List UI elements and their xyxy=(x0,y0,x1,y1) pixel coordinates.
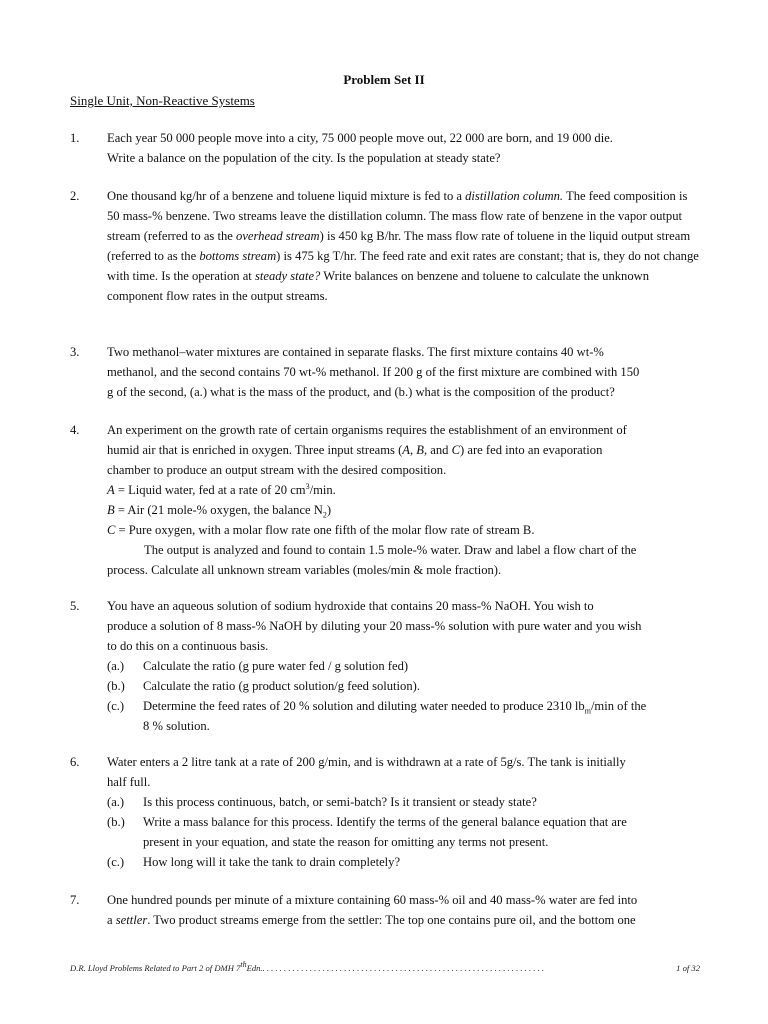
variable-a: A xyxy=(402,443,410,457)
term-italic: overhead stream xyxy=(236,229,320,243)
text-segment: = Liquid water, fed at a rate of 20 cm xyxy=(114,483,306,497)
problem-text-line: Water enters a 2 litre tank at a rate of 200 g/min, and is withdrawn at a rate of 5g/s. The tank is initially xyxy=(107,755,626,769)
stream-b-definition xyxy=(107,500,700,520)
problem-number: 6. xyxy=(70,755,80,769)
sub-question-b xyxy=(107,812,700,852)
variable-a: A xyxy=(107,483,115,497)
problem-3 xyxy=(70,342,700,402)
problem-4 xyxy=(70,420,700,580)
problem-text-line: Each year 50 000 people move into a city, 75 000 people move out, 22 000 are born, and 19 000 die. xyxy=(107,131,613,145)
problem-text-line xyxy=(107,910,700,930)
text-segment: D.R. Lloyd Problems Related to Part 2 of DMH 7 xyxy=(70,963,241,973)
section-heading: Single Unit, Non-Reactive Systems xyxy=(70,93,255,108)
problem-number: 3. xyxy=(70,345,80,359)
problem-number: 4. xyxy=(70,423,80,437)
sub-question-text: 8 % solution. xyxy=(143,719,210,733)
sub-question-label: (b.) xyxy=(107,679,125,693)
page-number: 1 of 32 xyxy=(676,963,700,973)
subscript: 2 xyxy=(322,510,327,520)
footer-source xyxy=(70,962,544,974)
problem-1 xyxy=(70,128,700,168)
text-segment: ) are fed into an evaporation xyxy=(460,443,603,457)
sub-question-text: Is this process continuous, batch, or semi-batch? Is it transient or steady state? xyxy=(143,795,537,809)
variable-c: C xyxy=(451,443,461,457)
problem-text xyxy=(107,186,700,306)
sub-question-text: Calculate the ratio (g product solution/g feed solution). xyxy=(143,679,420,693)
page-title: Problem Set II xyxy=(343,72,425,87)
problem-text-line: Two methanol–water mixtures are contained in separate flasks. The first mixture contains 40 wt-% xyxy=(107,345,604,359)
problem-number: 7. xyxy=(70,893,80,907)
stream-c-definition xyxy=(107,520,700,540)
text-segment: /min of the xyxy=(590,699,647,713)
text-segment: Write balances on benzene and toluene to calculate the unknown component flow rates in the output streams. xyxy=(107,269,650,303)
text-segment: The feed composition is 50 mass-% benzene. Two streams leave the distillation column. The mass flow rate of benzene in the vapor output stream (referred to as the xyxy=(107,189,688,243)
problem-2 xyxy=(70,186,700,306)
superscript: 3 xyxy=(305,481,310,491)
sub-question-a xyxy=(107,792,700,812)
problem-6 xyxy=(70,752,700,872)
sub-question-label: (c.) xyxy=(107,855,125,869)
problem-text-line: You have an aqueous solution of sodium hydroxide that contains 20 mass-% NaOH. You wish to xyxy=(107,599,594,613)
problem-text-line: Write a balance on the population of the city. Is the population at steady state? xyxy=(107,151,501,165)
sub-question-label: (a.) xyxy=(107,795,125,809)
text-segment: ) xyxy=(326,503,332,517)
superscript: th xyxy=(240,960,247,970)
sub-question-a xyxy=(107,656,700,676)
problem-7 xyxy=(70,890,700,930)
term-italic: distillation column. xyxy=(465,189,564,203)
sub-question-c xyxy=(107,696,700,736)
text-segment: . Two product streams emerge from the settler: The top one contains pure oil, and the bottom one xyxy=(147,913,636,927)
text-segment: = Air (21 mole-% oxygen, the balance N xyxy=(114,503,323,517)
problem-number: 5. xyxy=(70,599,80,613)
problem-text-line: process. Calculate all unknown stream variables (moles/min & mole fraction). xyxy=(107,563,502,577)
term-italic: settler xyxy=(115,913,148,927)
sub-question-c xyxy=(107,852,700,872)
text-segment: a xyxy=(107,913,116,927)
stream-a-definition xyxy=(107,480,700,500)
problem-text-line: to do this on a continuous basis. xyxy=(107,639,269,653)
problem-text-line: methanol, and the second contains 70 wt-% methanol. If 200 g of the first mixture are combined with 150 xyxy=(107,365,640,379)
variable-c: C xyxy=(107,523,116,537)
text-segment: = Pure oxygen, with a molar flow rate one fifth of the molar flow rate of stream B. xyxy=(115,523,535,537)
problem-5 xyxy=(70,596,700,736)
text-segment: ) is 450 kg B/hr. The mass flow rate of toluene in the liquid output stream (referred to as the xyxy=(107,229,691,263)
problem-text-line: An experiment on the growth rate of certain organisms requires the establishment of an environment of xyxy=(107,423,627,437)
term-italic: steady state? xyxy=(254,269,321,283)
variable-b: B xyxy=(107,503,115,517)
sub-question-label: (b.) xyxy=(107,815,125,829)
variable-b: B xyxy=(416,443,424,457)
text-segment: ) is 475 kg T/hr. The feed rate and exit rates are constant; that is, they do not change with time. Is the operation at xyxy=(107,249,699,283)
sub-question-text: Write a mass balance for this process. Identify the terms of the general balance equation that are xyxy=(143,815,627,829)
text-segment: , and xyxy=(424,443,452,457)
text-segment: , xyxy=(410,443,417,457)
sub-question-label: (a.) xyxy=(107,659,125,673)
problem-text-line: g of the second, (a.) what is the mass of the product, and (b.) what is the composition of the product? xyxy=(107,385,615,399)
sub-question-label: (c.) xyxy=(107,699,125,713)
problem-number: 1. xyxy=(70,131,80,145)
problem-text-line xyxy=(107,440,700,460)
text-segment: Determine the feed rates of 20 % solution and diluting water needed to produce 2310 lb xyxy=(143,699,585,713)
sub-question-text: present in your equation, and state the reason for omitting any terms not present. xyxy=(143,835,549,849)
text-segment: humid air that is enriched in oxygen. Three input streams ( xyxy=(107,443,403,457)
sub-question-text: How long will it take the tank to drain completely? xyxy=(143,855,401,869)
problem-text-line: The output is analyzed and found to contain 1.5 mole-% water. Draw and label a flow chart of the xyxy=(144,543,637,557)
problem-text-line: One hundred pounds per minute of a mixture containing 60 mass-% oil and 40 mass-% water are fed into xyxy=(107,893,638,907)
text-segment: Edn.. . . . . . . . . . . . . . . . . . . . . . . . . . . . . . . . . . . . . . . . . . . . . . . . . . . . . . . . . . . . . . . . . . xyxy=(246,963,545,973)
problem-number: 2. xyxy=(70,189,80,203)
problem-text-line: chamber to produce an output stream with the desired composition. xyxy=(107,463,447,477)
sub-question-text: Calculate the ratio (g pure water fed / g solution fed) xyxy=(143,659,409,673)
problem-text-line: produce a solution of 8 mass-% NaOH by diluting your 20 mass-% solution with pure water and you wish xyxy=(107,619,642,633)
subscript: m xyxy=(584,706,591,716)
term-italic: bottoms stream xyxy=(199,249,277,263)
problem-text-line: half full. xyxy=(107,775,151,789)
sub-question-text xyxy=(143,696,700,716)
text-segment: One thousand kg/hr of a benzene and toluene liquid mixture is fed to a xyxy=(107,189,466,203)
text-segment: /min. xyxy=(309,483,336,497)
page-footer xyxy=(70,962,700,974)
sub-question-b xyxy=(107,676,700,696)
